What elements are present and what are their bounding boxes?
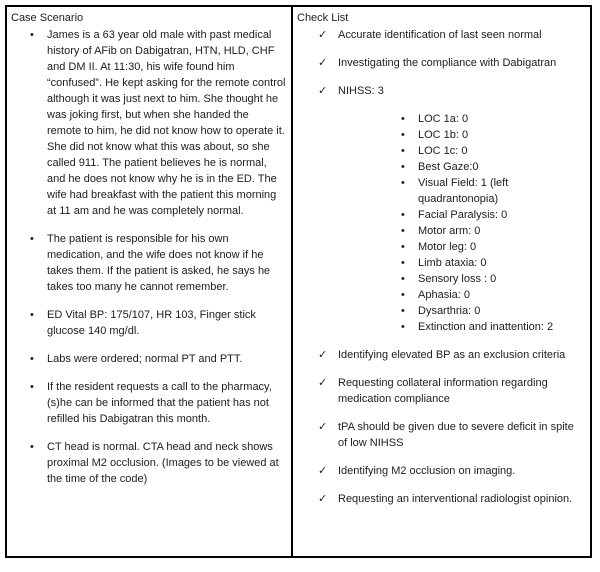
check-list-item [297,347,586,363]
check-list-title: Check List [297,12,349,24]
bullet-icon: • [30,353,34,365]
check-item-label: Requesting an interventional radiologist opinion. [338,493,573,505]
check-list-item [297,83,586,335]
nihss-sub-item-text: LOC 1c: 0 [418,145,468,157]
case-bullet-text: Labs were ordered; normal PT and PTT. [47,353,243,365]
bullet-icon: • [401,321,405,333]
case-bullet-text: CT head is normal. CTA head and neck shows proximal M2 occlusion. (Images to be viewed at the time of the code) [47,441,279,485]
nihss-sub-item-text: Sensory loss : 0 [418,273,497,285]
nihss-sub-item-text: Motor arm: 0 [418,225,481,237]
bullet-icon: • [30,29,34,41]
case-document [5,5,592,558]
bullet-icon: • [401,257,405,269]
nihss-sub-item [338,319,584,335]
nihss-sub-item [338,127,584,143]
checkmark-icon: ✓ [318,493,328,505]
checkmark-icon: ✓ [318,29,328,41]
checkmark-icon: ✓ [318,349,328,361]
bullet-icon: • [401,209,405,221]
nihss-sub-item [338,239,584,255]
case-bullet-item [11,307,287,339]
case-bullet-item [11,351,287,367]
nihss-sub-item-text: Limb ataxia: 0 [418,257,487,269]
nihss-sub-item-text: Best Gaze:0 [418,161,479,173]
nihss-sub-item [338,271,584,287]
check-item-label: Investigating the compliance with Dabigatran [338,57,557,69]
case-bullet-item [11,379,287,427]
checkmark-icon: ✓ [318,85,328,97]
bullet-icon: • [401,113,405,125]
case-bullet-item [11,439,287,487]
check-item-label: Accurate identification of last seen normal [338,29,542,41]
bullet-icon: • [401,289,405,301]
checkmark-icon: ✓ [318,57,328,69]
bullet-icon: • [401,225,405,237]
nihss-sub-item [338,303,584,319]
nihss-sub-item [338,255,584,271]
nihss-sub-item [338,159,584,175]
case-bullet-item [11,231,287,295]
nihss-sub-item-text: Motor leg: 0 [418,241,477,253]
check-item-label: Requesting collateral information regarding medication compliance [338,377,548,405]
case-bullet-text: James is a 63 year old male with past medical history of AFib on Dabigatran, HTN, HLD, CHF and DM II. At 11:30, his wife found him “confused”. He kept asking for the remote control although it was just next to him. She thought he was joking first, but when she handed the remote to him, he did not know how to operate it. She did not know what this was about, so she called 911. The patient believes he is normal, and he does not know why he is in the ED. The wife had breakfast with the patient this morning at 11 am and he was completely normal. [47,29,286,217]
bullet-icon: • [30,381,34,393]
nihss-sub-item-text: Extinction and inattention: 2 [418,321,554,333]
bullet-icon: • [30,441,34,453]
nihss-sub-item-text: Aphasia: 0 [418,289,470,301]
nihss-sub-item-text: Facial Paralysis: 0 [418,209,508,221]
bullet-icon: • [401,161,405,173]
case-bullet-text: The patient is responsible for his own medication, and the wife does not know if he takes them. If the patient is asked, he says he takes too many he cannot remember. [47,233,271,293]
bullet-icon: • [401,305,405,317]
nihss-sub-item [338,143,584,159]
bullet-icon: • [30,233,34,245]
check-list-item [297,491,586,507]
case-scenario-list [11,27,287,487]
check-item-label: Identifying elevated BP as an exclusion criteria [338,349,566,361]
nihss-sub-item-text: Dysarthria: 0 [418,305,481,317]
case-bullet-text: ED Vital BP: 175/107, HR 103, Finger stick glucose 140 mg/dl. [47,309,256,337]
nihss-sub-item [338,223,584,239]
checkmark-icon: ✓ [318,377,328,389]
check-list-item [297,463,586,479]
check-list-item [297,55,586,71]
bullet-icon: • [401,273,405,285]
bullet-icon: • [401,177,405,189]
nihss-sub-item [338,207,584,223]
bullet-icon: • [401,241,405,253]
nihss-sub-list [338,111,584,335]
check-list-item [297,27,586,43]
case-bullet-text: If the resident requests a call to the pharmacy, (s)he can be informed that the patient has not refilled his Dabigatran this month. [47,381,272,425]
nihss-sub-item-text: LOC 1a: 0 [418,113,469,125]
nihss-sub-item [338,175,584,207]
nihss-sub-item-text: Visual Field: 1 (left quadrantonopia) [418,177,509,205]
nihss-sub-item [338,287,584,303]
bullet-icon: • [30,309,34,321]
check-list [297,27,586,507]
bullet-icon: • [401,129,405,141]
bullet-icon: • [401,145,405,157]
nihss-sub-item [338,111,584,127]
case-scenario-panel [7,7,293,556]
checkmark-icon: ✓ [318,465,328,477]
check-item-label: NIHSS: 3 [338,85,384,97]
check-item-label: Identifying M2 occlusion on imaging. [338,465,516,477]
case-bullet-item [11,27,287,219]
check-list-item [297,419,586,451]
checkmark-icon: ✓ [318,421,328,433]
check-list-item [297,375,586,407]
check-list-panel [293,7,590,556]
check-item-label: tPA should be given due to severe deficit in spite of low NIHSS [338,421,574,449]
case-scenario-title: Case Scenario [11,12,84,24]
nihss-sub-item-text: LOC 1b: 0 [418,129,469,141]
